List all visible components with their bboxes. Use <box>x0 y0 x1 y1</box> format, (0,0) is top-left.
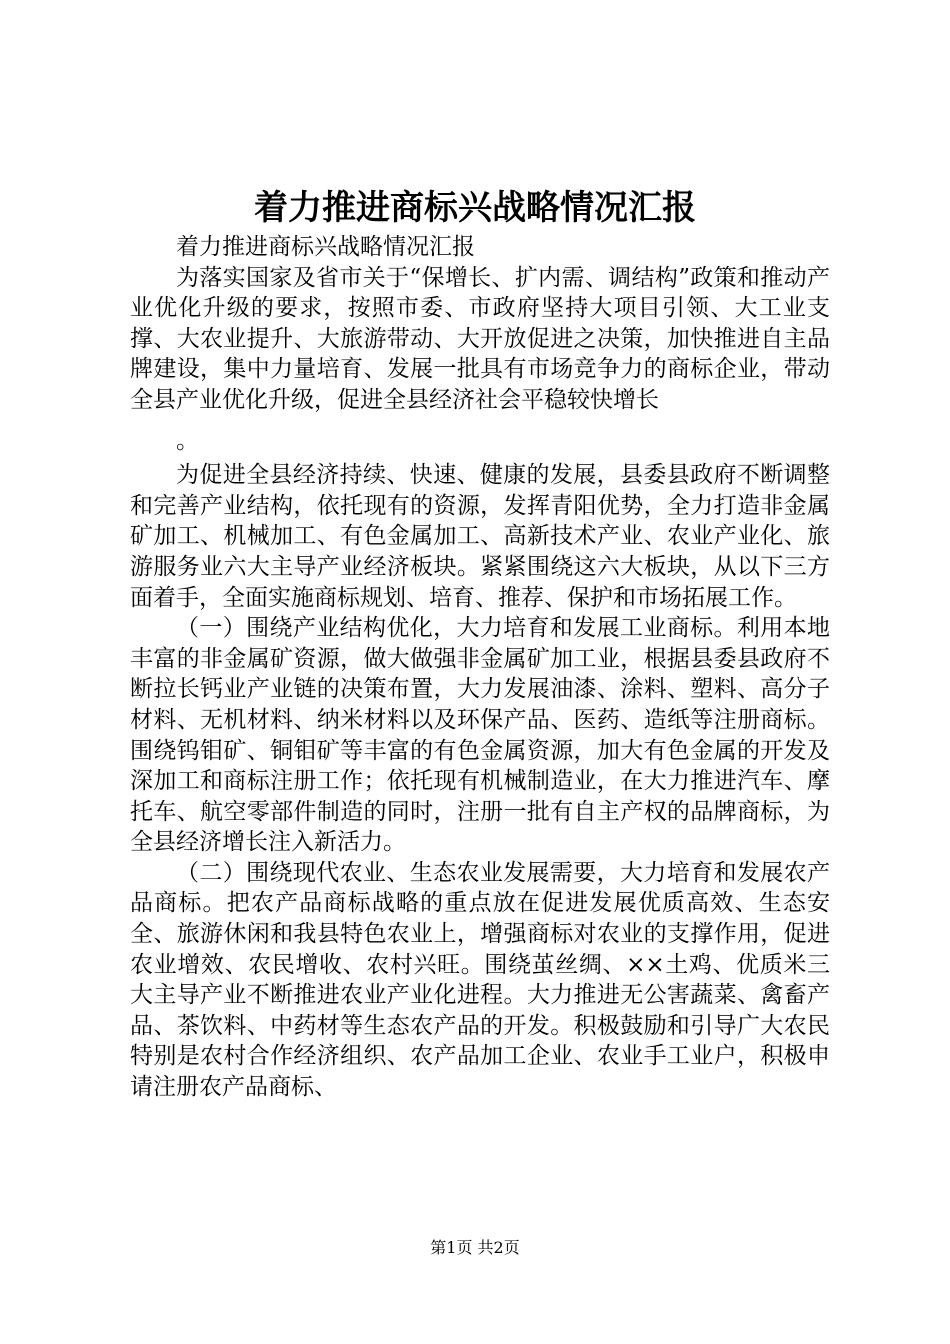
paragraph-subtitle: 着力推进商标兴战略情况汇报 <box>176 234 475 260</box>
document-body <box>130 232 830 1103</box>
paragraph-overview: 为促进全县经济持续、快速、健康的发展，县委县政府不断调整和完善产业结构，依托现有的资源，发挥青阳优势，全力打造非金属矿加工、机械加工、有色金属加工、高新技术产业、农业产业化、旅游服务业六大主导产业经济板块。紧紧围绕这六大板块，从以下三方面着手，全面实施商标规划、培育、推荐、保护和市场拓展工作。 <box>130 462 830 611</box>
paragraph-intro: 为落实国家及省市关于“保增长、扩内需、调结构”政策和推动产业优化升级的要求，按照市委、市政府坚持大项目引领、大工业支撑、大农业提升、大旅游带动、大开放促进之决策，加快推进自主品牌建设，集中力量培育、发展一批具有市场竞争力的商标企业，带动全县产业优化升级，促进全县经济社会平稳较快增长 <box>130 264 830 413</box>
paragraph-section-1: （一）围绕产业结构优化，大力培育和发展工业商标。利用本地丰富的非金属矿资源，做大做强非金属矿加工业，根据县委县政府不断拉长钙业产业链的决策布置，大力发展油漆、涂料、塑料、高分子材料、无机材料、纳米材料以及环保产品、医药、造纸等注册商标。围绕钨钼矿、铜钼矿等丰富的有色金属资源，加大有色金属的开发及深加工和商标注册工作；依托现有机械制造业，在大力推进汽车、摩托车、航空零部件制造的同时，注册一批有自主产权的品牌商标，为全县经济增长注入新活力。 <box>130 615 830 856</box>
page-footer: 第1页 共2页 <box>430 1238 520 1257</box>
document-title: 着力推进商标兴战略情况汇报 <box>254 188 696 228</box>
paragraph-section-2: （二）围绕现代农业、生态农业发展需要，大力培育和发展农产品商标。把农产品商标战略的重点放在促进发展优质高效、生态安全、旅游休闲和我县特色农业上，增强商标对农业的支撑作用，促进农业增效、农民增收、农村兴旺。围绕茧丝绸、××土鸡、优质米三大主导产业不断推进农业产业化进程。大力推进无公害蔬菜、禽畜产品、茶饮料、中药材等生态农产品的开发。积极鼓励和引导广大农民特别是农村合作经济组织、农产品加工企业、农业手工业户，积极申请注册农产品商标、 <box>130 859 830 1101</box>
paragraph-period: 。 <box>176 427 199 454</box>
